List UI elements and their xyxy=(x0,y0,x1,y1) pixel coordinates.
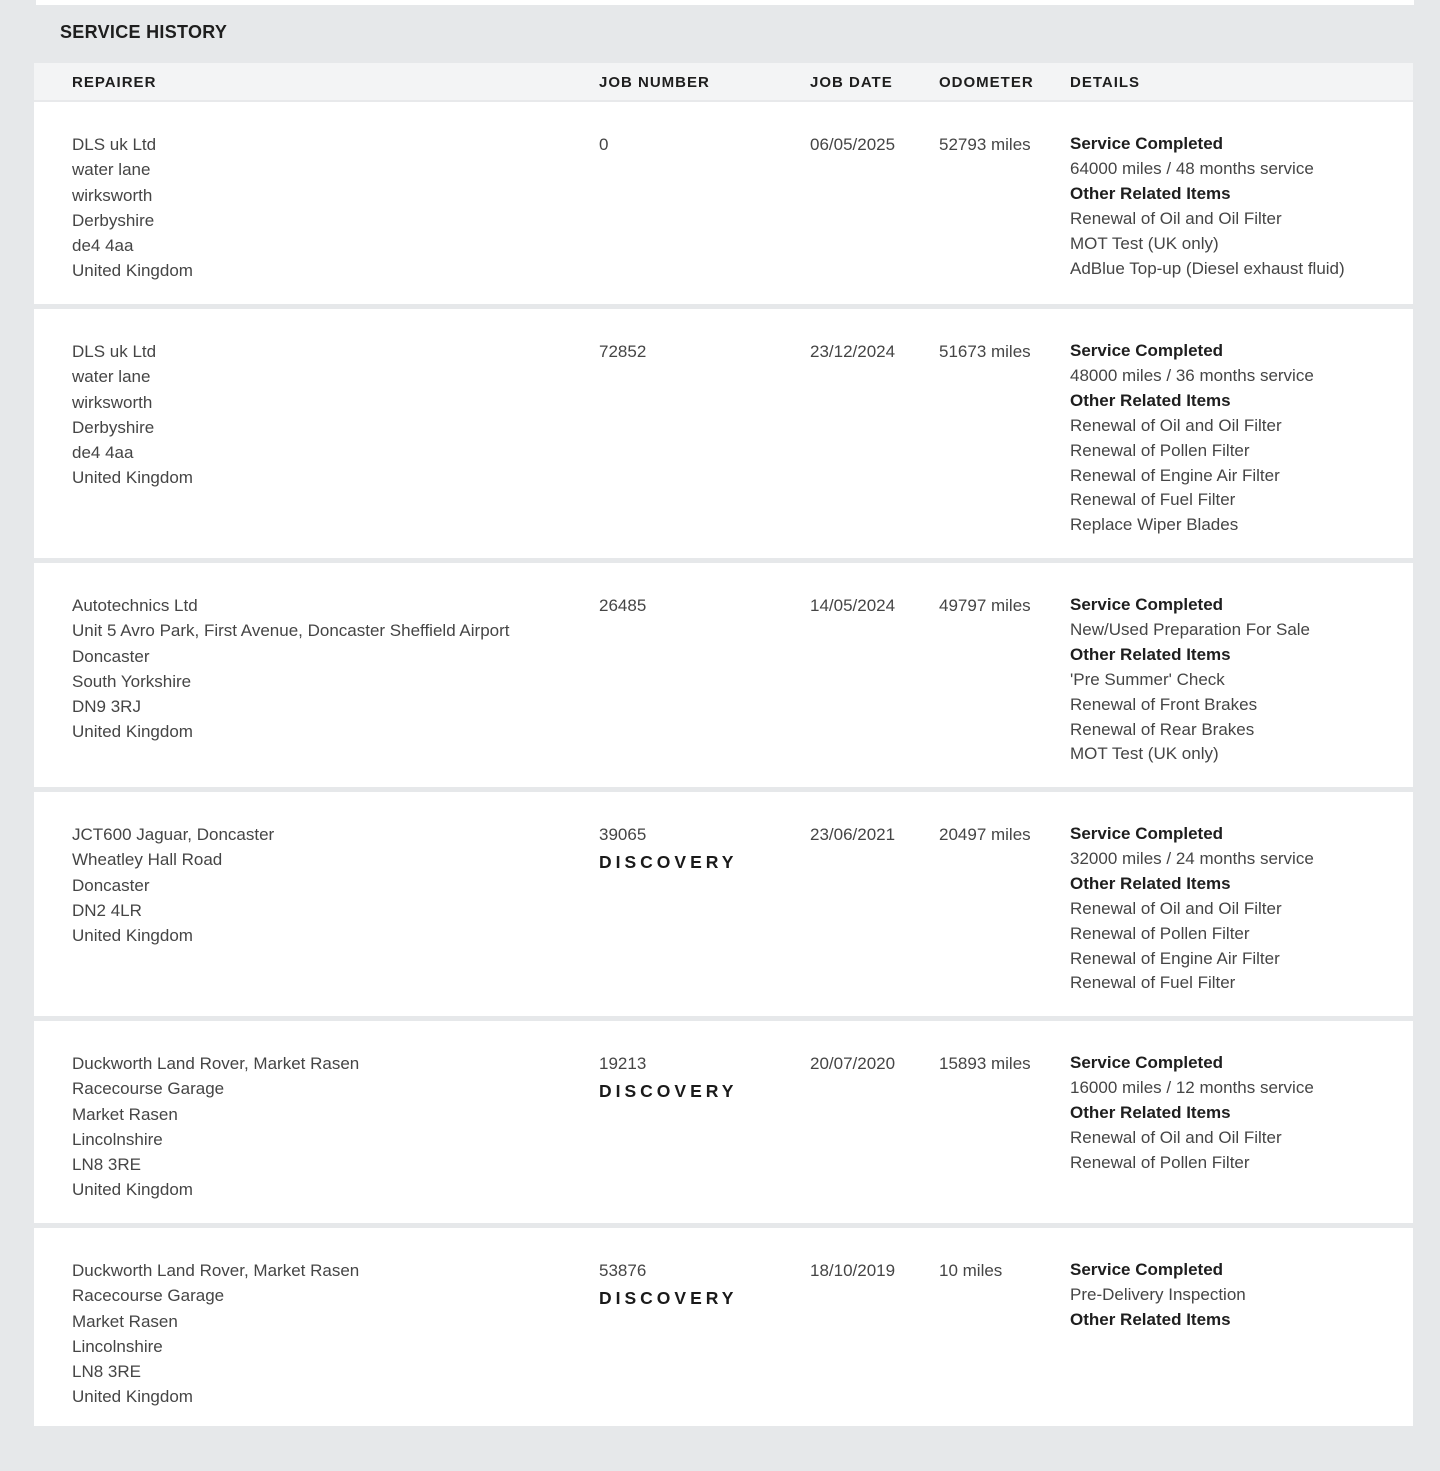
related-item: Renewal of Engine Air Filter xyxy=(1070,465,1280,485)
service-description: 48000 miles / 36 months service xyxy=(1070,365,1314,385)
column-header-odometer: ODOMETER xyxy=(939,74,1034,91)
repairer-line: United Kingdom xyxy=(72,926,193,946)
repairer-line: Duckworth Land Rover, Market Rasen xyxy=(72,1261,360,1280)
repairer-line: water lane xyxy=(72,160,151,180)
repairer-line: de4 4aa xyxy=(72,443,134,463)
repairer-line: LN8 3RE xyxy=(72,1362,141,1382)
table-row xyxy=(34,309,1413,558)
odometer-reading: 15893 miles xyxy=(939,1054,1031,1073)
service-details xyxy=(1070,1258,1410,1333)
job-number-cell xyxy=(599,822,737,873)
job-date: 23/06/2021 xyxy=(810,825,896,844)
column-header-job-number: JOB NUMBER xyxy=(599,74,710,91)
service-details xyxy=(1070,339,1410,538)
related-item: Renewal of Pollen Filter xyxy=(1070,1152,1250,1172)
related-item: Renewal of Oil and Oil Filter xyxy=(1070,1127,1282,1147)
column-header-repairer: REPAIRER xyxy=(72,74,157,91)
repairer-address xyxy=(72,1051,359,1203)
service-description: 32000 miles / 24 months service xyxy=(1070,848,1314,868)
column-header-job-date: JOB DATE xyxy=(810,74,893,91)
service-completed-heading: Service Completed xyxy=(1070,341,1224,360)
job-number-cell xyxy=(599,132,608,157)
job-number: 26485 xyxy=(599,596,647,615)
repairer-address xyxy=(72,132,193,284)
related-item: MOT Test (UK only) xyxy=(1070,233,1219,253)
service-description: 16000 miles / 12 months service xyxy=(1070,1077,1314,1097)
related-item: Renewal of Oil and Oil Filter xyxy=(1070,898,1282,918)
repairer-line: DN2 4LR xyxy=(72,900,142,920)
service-details xyxy=(1070,593,1410,767)
repairer-line: Doncaster xyxy=(72,875,150,895)
repairer-line: de4 4aa xyxy=(72,236,134,256)
related-item: Renewal of Pollen Filter xyxy=(1070,440,1250,460)
related-item: Renewal of Pollen Filter xyxy=(1070,923,1250,943)
job-date: 23/12/2024 xyxy=(810,342,896,361)
job-date: 18/10/2019 xyxy=(810,1261,896,1280)
service-details xyxy=(1070,1051,1410,1176)
repairer-line: Market Rasen xyxy=(72,1104,178,1124)
repairer-address xyxy=(72,1258,359,1410)
other-related-heading: Other Related Items xyxy=(1070,873,1231,893)
repairer-line: wirksworth xyxy=(72,185,153,205)
service-completed-heading: Service Completed xyxy=(1070,824,1224,843)
odometer-reading: 52793 miles xyxy=(939,135,1031,154)
related-item: Renewal of Oil and Oil Filter xyxy=(1070,208,1282,228)
related-item: Renewal of Front Brakes xyxy=(1070,694,1258,714)
repairer-line: JCT600 Jaguar, Doncaster xyxy=(72,825,275,844)
repairer-line: DN9 3RJ xyxy=(72,697,141,717)
section-title: SERVICE HISTORY xyxy=(60,22,228,42)
table-row xyxy=(34,102,1413,304)
repairer-line: United Kingdom xyxy=(72,722,193,742)
other-related-heading: Other Related Items xyxy=(1070,183,1231,203)
repairer-line: Wheatley Hall Road xyxy=(72,850,223,870)
other-related-heading: Other Related Items xyxy=(1070,644,1231,664)
related-item: Renewal of Fuel Filter xyxy=(1070,490,1236,510)
job-number: 0 xyxy=(599,135,609,154)
previous-section-card xyxy=(36,0,1414,5)
related-item: Renewal of Oil and Oil Filter xyxy=(1070,415,1282,435)
job-number-cell xyxy=(599,1258,737,1309)
repairer-address xyxy=(72,822,274,948)
job-number: 19213 xyxy=(599,1054,647,1073)
related-item: Renewal of Fuel Filter xyxy=(1070,973,1236,993)
repairer-line: United Kingdom xyxy=(72,261,193,281)
table-row xyxy=(34,1228,1413,1426)
other-related-heading: Other Related Items xyxy=(1070,1102,1231,1122)
job-number-cell xyxy=(599,593,646,618)
service-completed-heading: Service Completed xyxy=(1070,1260,1224,1279)
related-item: Renewal of Engine Air Filter xyxy=(1070,948,1280,968)
repairer-line: Lincolnshire xyxy=(72,1336,163,1356)
related-item: 'Pre Summer' Check xyxy=(1070,669,1225,689)
job-number: 39065 xyxy=(599,825,647,844)
related-item: Replace Wiper Blades xyxy=(1070,515,1239,535)
related-item: MOT Test (UK only) xyxy=(1070,744,1219,764)
column-header-details: DETAILS xyxy=(1070,74,1141,91)
table-row xyxy=(34,563,1413,787)
table-row xyxy=(34,1021,1413,1223)
service-description: New/Used Preparation For Sale xyxy=(1070,619,1311,639)
repairer-line: water lane xyxy=(72,367,151,387)
repairer-address xyxy=(72,593,510,745)
repairer-line: Doncaster xyxy=(72,646,150,666)
odometer-reading: 20497 miles xyxy=(939,825,1031,844)
job-number-cell xyxy=(599,1051,737,1102)
repairer-line: wirksworth xyxy=(72,392,153,412)
repairer-line: LN8 3RE xyxy=(72,1155,141,1175)
repairer-line: Unit 5 Avro Park, First Avenue, Doncaster Sheffield Airport xyxy=(72,621,510,641)
service-completed-heading: Service Completed xyxy=(1070,1053,1224,1072)
other-related-heading: Other Related Items xyxy=(1070,390,1231,410)
repairer-line: Derbyshire xyxy=(72,210,155,230)
repairer-line: Racecourse Garage xyxy=(72,1286,225,1306)
repairer-line: DLS uk Ltd xyxy=(72,135,157,154)
related-item: AdBlue Top-up (Diesel exhaust fluid) xyxy=(1070,258,1345,278)
repairer-line: Duckworth Land Rover, Market Rasen xyxy=(72,1054,360,1073)
repairer-line: United Kingdom xyxy=(72,1180,193,1200)
other-related-heading: Other Related Items xyxy=(1070,1309,1231,1329)
job-number: 72852 xyxy=(599,342,647,361)
repairer-line: Derbyshire xyxy=(72,417,155,437)
repairer-line: DLS uk Ltd xyxy=(72,342,157,361)
table-body xyxy=(34,102,1413,1426)
table-header xyxy=(34,63,1413,102)
job-date: 14/05/2024 xyxy=(810,596,896,615)
brand-logo: DISCOVERY xyxy=(599,852,738,873)
repairer-line: Racecourse Garage xyxy=(72,1079,225,1099)
odometer-reading: 10 miles xyxy=(939,1261,1003,1280)
repairer-address xyxy=(72,339,193,491)
repairer-line: United Kingdom xyxy=(72,468,193,488)
brand-logo: DISCOVERY xyxy=(599,1081,738,1102)
service-details xyxy=(1070,822,1410,996)
repairer-line: Lincolnshire xyxy=(72,1129,163,1149)
related-item: Renewal of Rear Brakes xyxy=(1070,719,1255,739)
service-completed-heading: Service Completed xyxy=(1070,595,1224,614)
job-date: 20/07/2020 xyxy=(810,1054,896,1073)
repairer-line: Market Rasen xyxy=(72,1311,178,1331)
odometer-reading: 51673 miles xyxy=(939,342,1031,361)
job-number-cell xyxy=(599,339,646,364)
repairer-line: Autotechnics Ltd xyxy=(72,596,198,615)
brand-logo: DISCOVERY xyxy=(599,1288,738,1309)
job-number: 53876 xyxy=(599,1261,647,1280)
service-description: Pre-Delivery Inspection xyxy=(1070,1284,1246,1304)
service-completed-heading: Service Completed xyxy=(1070,134,1224,153)
job-date: 06/05/2025 xyxy=(810,135,896,154)
odometer-reading: 49797 miles xyxy=(939,596,1031,615)
service-history-table xyxy=(34,63,1413,1426)
repairer-line: South Yorkshire xyxy=(72,671,192,691)
table-row xyxy=(34,792,1413,1016)
service-details xyxy=(1070,132,1410,281)
service-description: 64000 miles / 48 months service xyxy=(1070,158,1314,178)
repairer-line: United Kingdom xyxy=(72,1387,193,1407)
